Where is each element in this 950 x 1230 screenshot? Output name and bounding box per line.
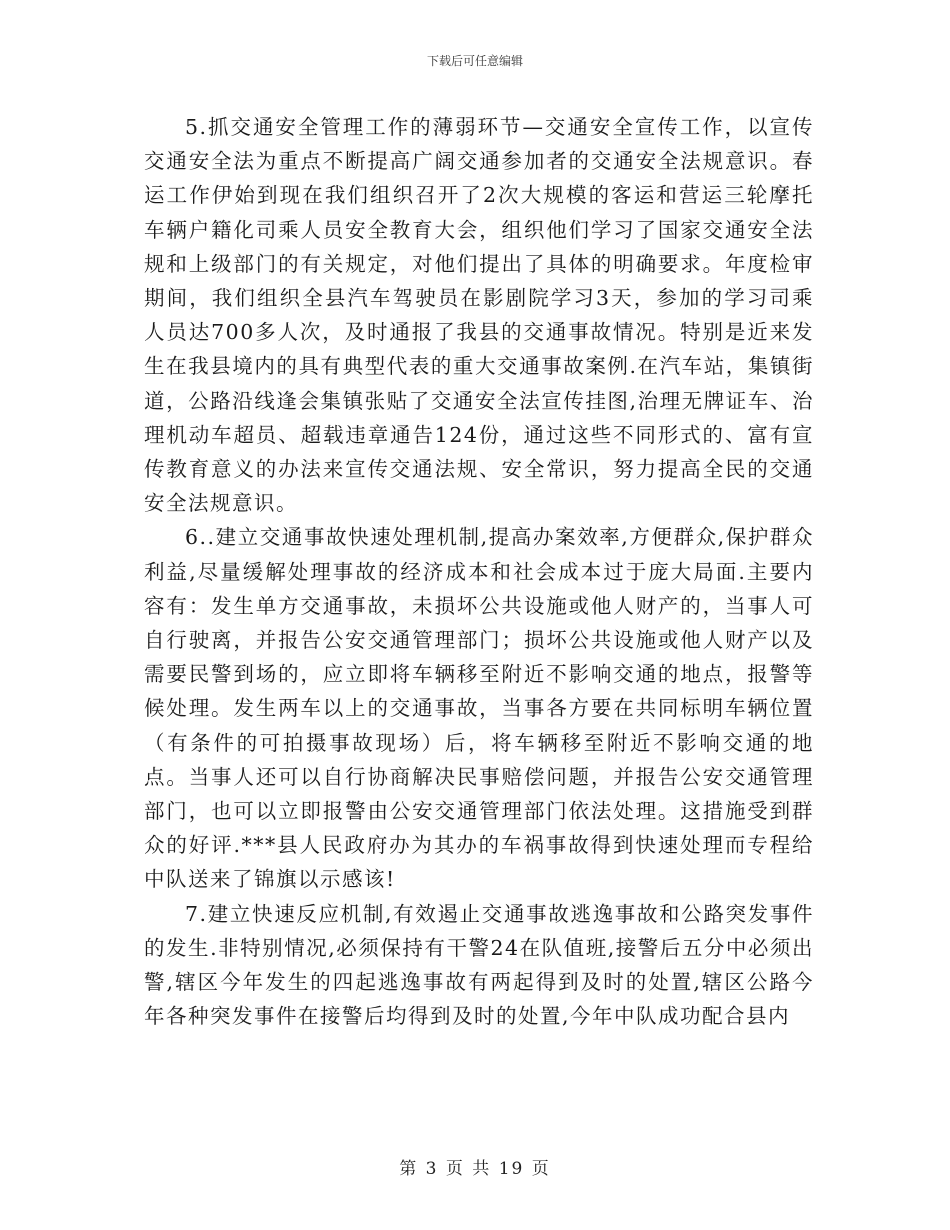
document-body	[144, 110, 814, 1033]
page-number-footer: 第 3 页 共 19 页	[399, 1159, 551, 1179]
paragraph-item-6: 6..建立交通事故快速处理机制,提高办案效率,方便群众,保护群众利益,尽量缓解处理事故的经济成本和社会成本过于庞大局面.主要内容有：发生单方交通事故，未损坏公共设施或他人财产的，当事人可自行驶离，并报告公安交通管理部门；损坏公共设施或他人财产以及需要民警到场的，应立即将车辆移至附近不影响交通的地点，报警等候处理。发生两车以上的交通事故，当事各方要在共同标明车辆位置（有条件的可拍摄事故现场）后，将车辆移至附近不影响交通的地点。当事人还可以自行协商解决民事赔偿问题，并报告公安交通管理部门，也可以立即报警由公安交通管理部门依法处理。这措施受到群众的好评.***县人民政府办为其办的车祸事故得到快速处理而专程给中队送来了锦旗以示感该!	[144, 525, 814, 892]
page-header-note: 下载后可任意编辑	[426, 54, 523, 68]
paragraph-item-5: 5.抓交通安全管理工作的薄弱环节—交通安全宣传工作，以宣传交通安全法为重点不断提高广阔交通参加者的交通安全法规意识。春运工作伊始到现在我们组织召开了2次大规模的客运和营运三轮摩托车辆户籍化司乘人员安全教育大会，组织他们学习了国家交通安全法规和上级部门的有关规定，对他们提出了具体的明确要求。年度检审期间，我们组织全县汽车驾驶员在影剧院学习3天，参加的学习司乘人员达700多人次，及时通报了我县的交通事故情况。特别是近来发生在我县境内的具有典型代表的重大交通事故案例.在汽车站，集镇街道，公路沿线逢会集镇张贴了交通安全法宣传挂图,治理无牌证车、治理机动车超员、超载违章通告124份，通过这些不同形式的、富有宣传教育意义的办法来宣传交通法规、安全常识，努力提高全民的交通安全法规意识。	[144, 115, 814, 516]
paragraph-item-7: 7.建立快速反应机制,有效遏止交通事故逃逸事故和公路突发事件的发生.非特别情况,必须保持有干警24在队值班,接警后五分中必须出警,辖区今年发生的四起逃逸事故有两起得到及时的处置,辖区公路今年各种突发事件在接警后均得到及时的处置,今年中队成功配合县内	[144, 901, 814, 1029]
